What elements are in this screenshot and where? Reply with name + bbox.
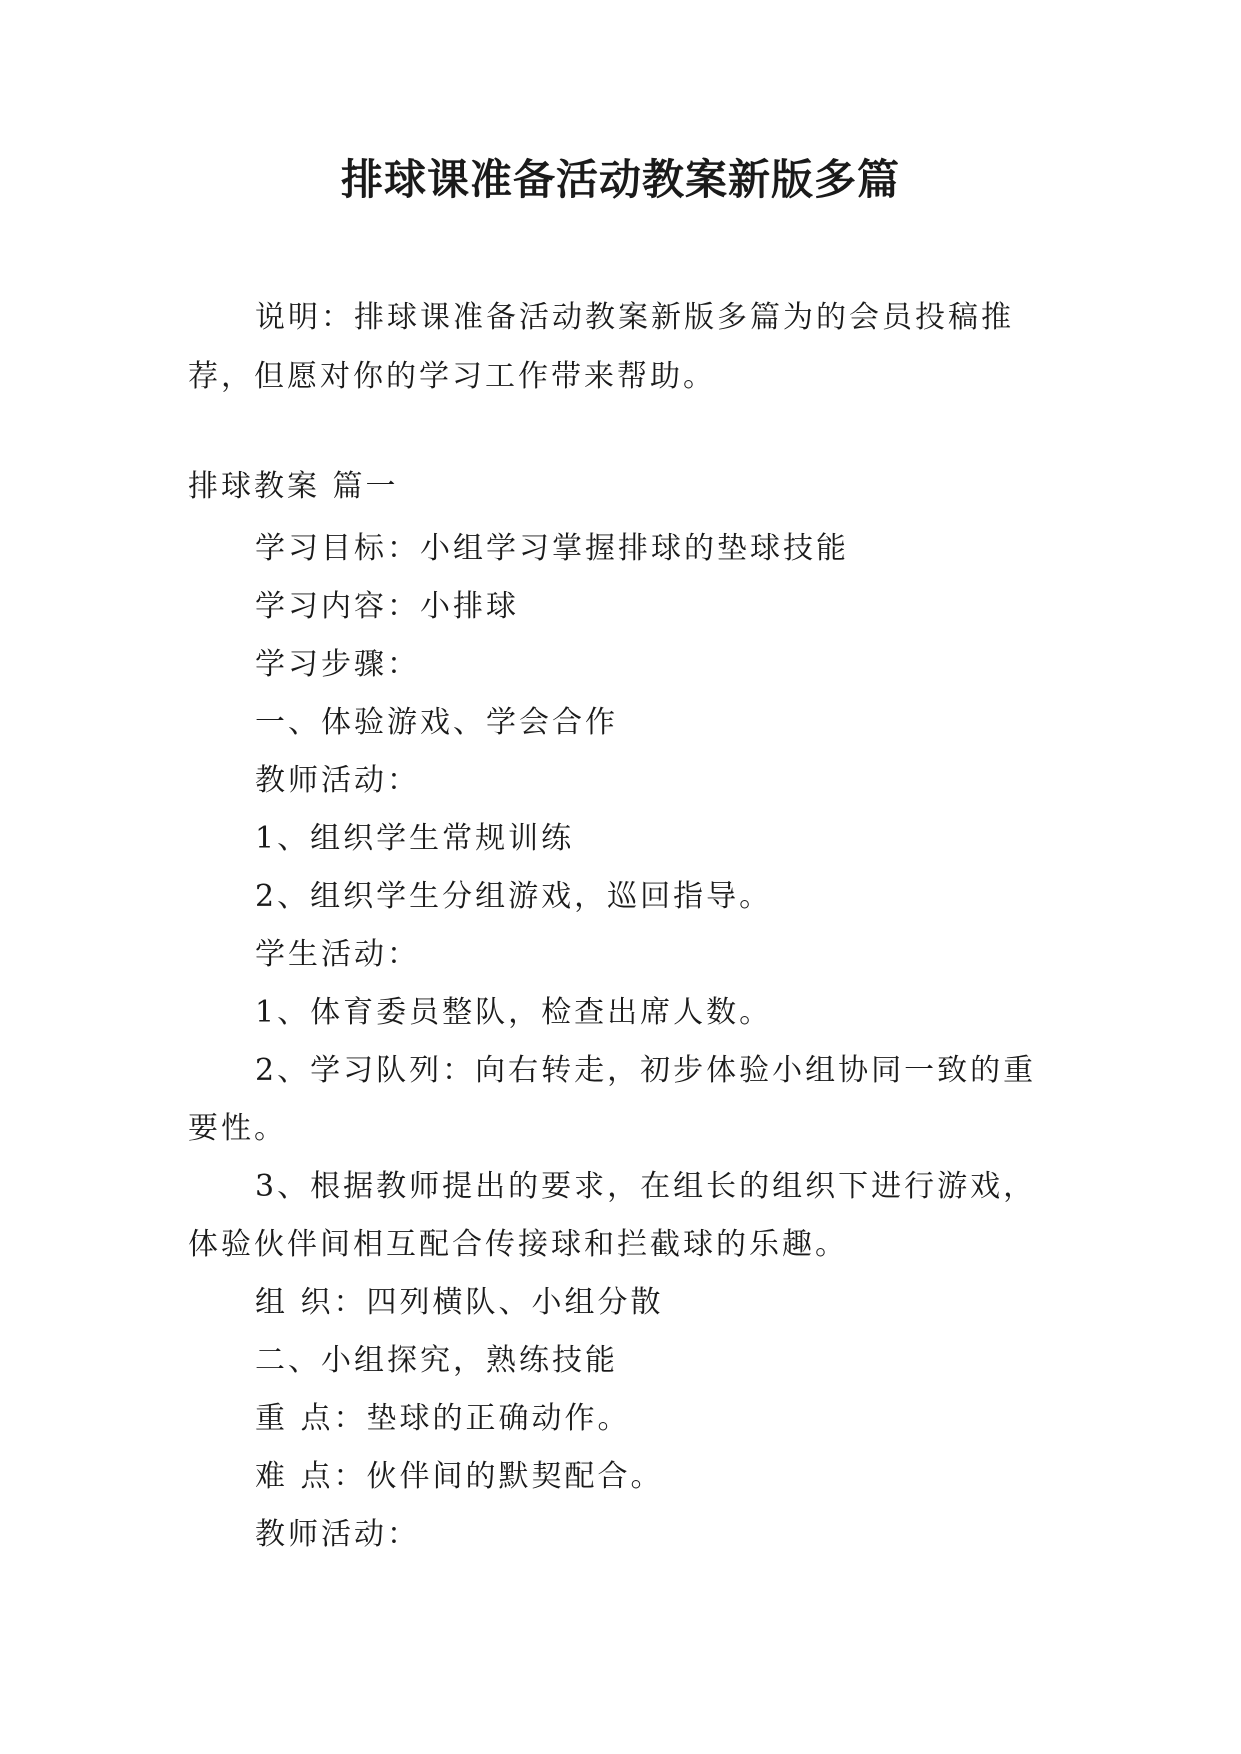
document-body xyxy=(188,520,1058,1564)
paragraph: 学习目标：小组学习掌握排球的垫球技能 xyxy=(255,531,849,566)
paragraph: 1、体育委员整队，检查出席人数。 xyxy=(255,995,773,1030)
paragraph: 2、学习队列：向右转走，初步体验小组协同一致的重要性。 xyxy=(188,1053,1037,1146)
paragraph: 重 点：垫球的正确动作。 xyxy=(255,1401,631,1436)
paragraph: 教师活动： xyxy=(255,763,420,798)
paragraph: 二、小组探究，熟练技能 xyxy=(255,1343,618,1378)
paragraph: 一、体验游戏、学会合作 xyxy=(255,705,618,740)
intro-paragraph: 说明：排球课准备活动教案新版多篇为的会员投稿推荐，但愿对你的学习工作带来帮助。 xyxy=(188,300,1014,394)
paragraph: 1、组织学生常规训练 xyxy=(255,821,575,856)
paragraph: 难 点：伙伴间的默契配合。 xyxy=(255,1459,664,1494)
paragraph: 学生活动： xyxy=(255,937,420,972)
paragraph: 学习步骤： xyxy=(255,647,420,682)
section-heading: 排球教案 篇一 xyxy=(188,469,399,504)
paragraph: 教师活动： xyxy=(255,1517,420,1552)
paragraph: 组 织：四列横队、小组分散 xyxy=(255,1285,664,1320)
paragraph: 2、组织学生分组游戏，巡回指导。 xyxy=(255,879,773,914)
document-title: 排球课准备活动教案新版多篇 xyxy=(340,155,900,204)
paragraph: 学习内容：小排球 xyxy=(255,589,519,624)
paragraph: 3、根据教师提出的要求，在组长的组织下进行游戏，体验伙伴间相互配合传接球和拦截球的乐趣。 xyxy=(188,1169,1037,1262)
